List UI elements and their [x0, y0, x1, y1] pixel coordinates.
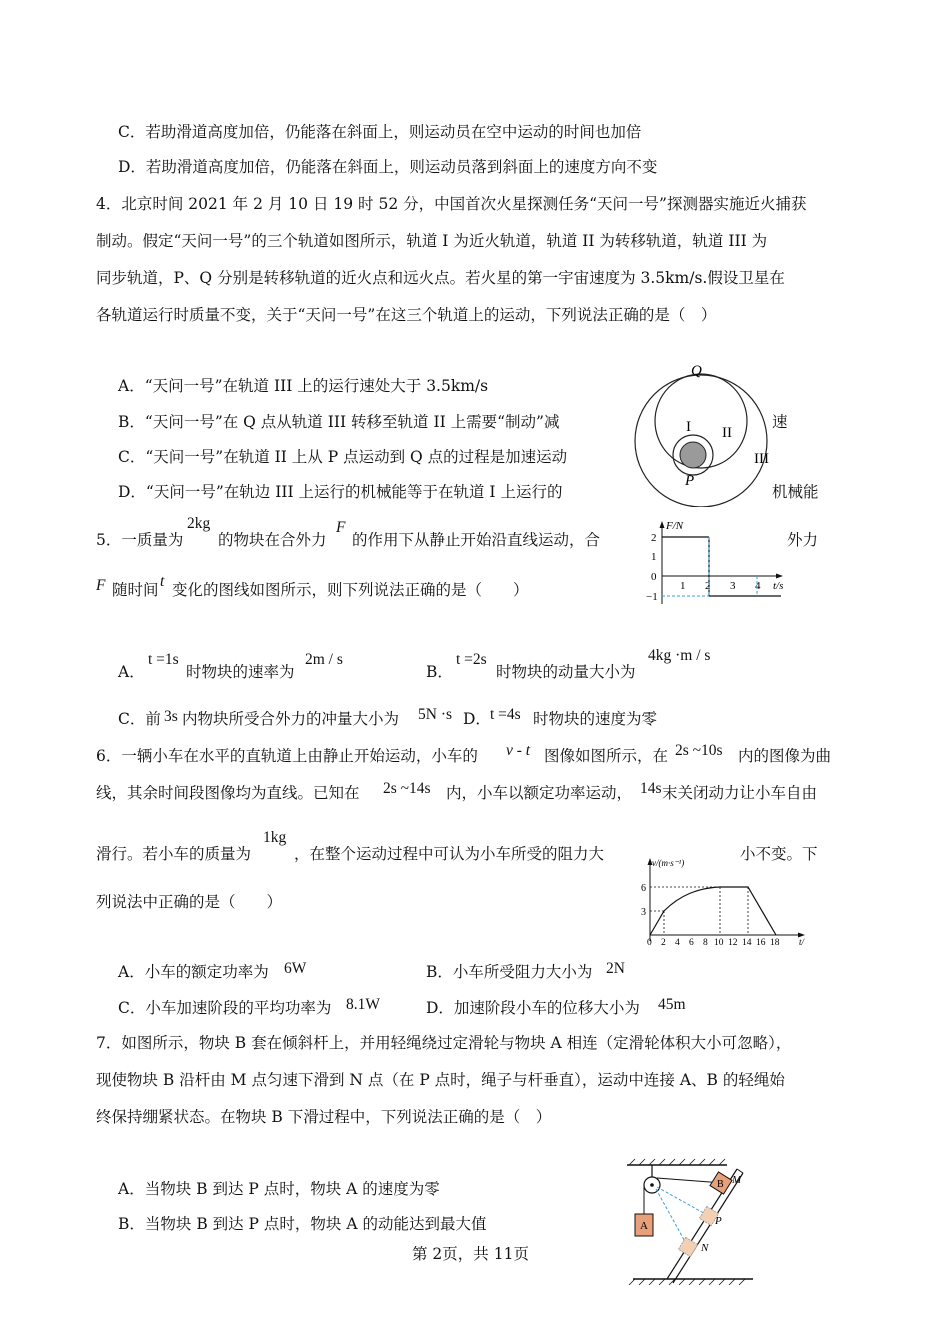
q6-option-a-value: 6W [284, 960, 307, 977]
q5-stem-tail: 外力 [787, 531, 819, 549]
q4-option-a: A．“天问一号”在轨道 III 上的运行速处大于 3.5km/s [118, 377, 489, 395]
q6-stem-i: 列说法中正确的是（ ） [96, 893, 283, 911]
q5-option-c-label: C．前 [118, 710, 161, 728]
t-tick-10: 10 [714, 938, 724, 947]
q5-stem-e: 变化的图线如图所示，则下列说法正确的是（ ） [172, 581, 529, 599]
label-iii: III [754, 451, 769, 467]
q4-stem-line1: 4．北京时间 2021 年 2 月 10 日 19 时 52 分，中国首次火星探测任务“天问一号”探测器实施近火捕获 [96, 195, 807, 213]
t-axis-label: t/s [773, 580, 784, 592]
q6-stem-a: 6．一辆小车在水平的直轨道上由静止开始运动，小车的 [96, 747, 478, 765]
q4-option-d: D．“天问一号”在轨边 III 上运行的机械能等于在轨道 I 上运行的 [118, 483, 563, 501]
q5-time-symbol: t [160, 573, 165, 590]
q7-option-a: A．当物块 B 到达 P 点时，物块 A 的速度为零 [118, 1180, 440, 1198]
velocity-curve [650, 887, 776, 935]
t-tick-6: 6 [689, 938, 694, 947]
q5-stem-d: 随时间 [112, 581, 159, 599]
q5-option-b-label: B． [426, 663, 453, 681]
q6-option-b: B．小车所受阻力大小为 [426, 963, 593, 981]
q6-stem-d: 线，其余时间段图像均为直线。已知在 [96, 784, 360, 802]
q5-mass: 2kg [187, 515, 211, 532]
q5-option-c-value: 5N ·s [418, 706, 453, 723]
q3-option-c: C．若助滑道高度加倍，仍能落在斜面上，则运动员在空中运动的时间也加倍 [118, 123, 642, 141]
q6-stem-g: 滑行。若小车的质量为 [96, 845, 252, 863]
label-b: B [717, 1179, 724, 1190]
q4-option-b: B．“天问一号”在 Q 点从轨道 III 转移至轨道 II 上需要“制动”减 [118, 413, 560, 431]
orbit-iii [635, 375, 767, 507]
q5-option-b-value: 4kg ·m / s [648, 647, 711, 664]
q6-range2: 2s ~14s [383, 780, 431, 797]
v-tick-6: 6 [641, 883, 646, 894]
q6-option-c-value: 8.1W [346, 996, 381, 1013]
v-tick-3: 3 [641, 907, 646, 918]
q5-option-b-text: 时物块的动量大小为 [496, 663, 636, 681]
orbit-diagram [625, 362, 795, 507]
q5-force-symbol-2: F [96, 577, 106, 594]
q7-stem-line3: 终保持绷紧状态。在物块 B 下滑过程中，下列说法正确的是（ ） [96, 1108, 552, 1126]
f-tick-2: 2 [651, 532, 657, 544]
t-tick-1: 1 [680, 580, 686, 592]
t-tick-4: 4 [755, 580, 761, 592]
t-tick-12: 12 [728, 938, 738, 947]
q5-option-d-label: D． [463, 710, 491, 728]
q6-option-d-value: 45m [658, 996, 686, 1013]
q6-stem-f: 末关闭动力让小车自由 [662, 784, 818, 802]
t-axis-label-2: t/ [799, 937, 805, 947]
t-tick-2: 2 [661, 938, 666, 947]
page-number: 第 2页，共 11页 [412, 1245, 529, 1263]
q5-option-a-text: 时物块的速率为 [186, 663, 295, 681]
label-a: A [640, 1220, 648, 1232]
v-axis-label: v/(m·s⁻¹) [652, 858, 685, 868]
f-axis-label: F/N [666, 520, 684, 532]
q6-stem-b: 图像如图所示，在 [544, 747, 669, 765]
q5-option-d-text: 时物块的速度为零 [533, 710, 658, 728]
q5-stem-c: 的作用下从静止开始沿直线运动，合 [352, 531, 601, 549]
q6-t14: 14s [640, 780, 662, 797]
q7-stem-line2: 现使物块 B 沿杆由 M 点匀速下滑到 N 点（在 P 点时，绳子与杆垂直），运动中连接 A、B 的轻绳始 [96, 1071, 785, 1089]
label-ii: II [722, 425, 732, 441]
t-tick-16: 16 [756, 938, 766, 947]
q4-option-b-tail: 速 [772, 413, 788, 431]
q5-option-a-value: 2m / s [305, 651, 343, 668]
t-tick-3: 3 [730, 580, 736, 592]
q4-stem-line4: 各轨道运行时质量不变，关于“天问一号”在这三个轨道上的运动，下列说法正确的是（ ） [96, 306, 717, 324]
f-tick-neg1: −1 [646, 591, 658, 603]
t-tick-8: 8 [703, 938, 708, 947]
q6-option-b-value: 2N [606, 960, 625, 977]
t-tick-2: 2 [705, 580, 711, 592]
f-tick-1: 1 [651, 551, 657, 563]
q5-option-b-time: t =2s [456, 651, 487, 668]
q6-option-c: C．小车加速阶段的平均功率为 [118, 999, 332, 1017]
q6-option-d: D．加速阶段小车的位移大小为 [426, 999, 640, 1017]
q4-stem-line2: 制动。假定“天问一号”的三个轨道如图所示，轨道 I 为近火轨道，轨道 II 为转移轨道，轨道 III 为 [96, 232, 768, 250]
f-tick-0: 0 [651, 571, 657, 583]
label-i: I [686, 419, 691, 435]
q6-vt: v - t [506, 742, 531, 759]
label-q: Q [691, 363, 702, 379]
q7-option-b: B．当物块 B 到达 P 点时，物块 A 的动能达到最大值 [118, 1215, 487, 1233]
q5-force-symbol: F [336, 519, 346, 536]
q6-stem-tail: 小不变。下 [740, 845, 818, 863]
q6-range: 2s ~10s [675, 742, 723, 759]
label-p-pulley: P [715, 1215, 722, 1227]
q6-mass: 1kg [263, 829, 287, 846]
q5-option-a-label: A． [118, 663, 145, 681]
label-m: M [732, 1174, 742, 1186]
q5-option-c-text: 内物块所受合外力的冲量大小为 [182, 710, 400, 728]
q6-stem-c: 内的图像为曲 [738, 747, 832, 765]
q5-option-d-time: t =4s [490, 706, 521, 723]
mars-planet [680, 442, 706, 468]
pulley-diagram [625, 1157, 760, 1287]
q4-option-c: C．“天问一号”在轨道 II 上从 P 点运动到 Q 点的过程是加速运动 [118, 448, 568, 466]
block-b-at-n [678, 1237, 697, 1256]
q3-option-d: D．若助滑道高度加倍，仍能落在斜面上，则运动员落到斜面上的速度方向不变 [118, 158, 658, 176]
label-p: P [685, 473, 695, 489]
t-tick-4: 4 [675, 938, 680, 947]
q6-stem-e: 内，小车以额定功率运动， [446, 784, 633, 802]
t-tick-0: 0 [647, 938, 652, 947]
label-n: N [701, 1242, 709, 1254]
t-tick-14: 14 [742, 938, 752, 947]
q4-stem-line3: 同步轨道，P、Q 分别是转移轨道的近火点和远火点。若火星的第一宇宙速度为 3.5km/s.假设卫星在 [96, 269, 785, 287]
q5-stem-b: 的物块在合外力 [218, 531, 327, 549]
velocity-time-graph [640, 855, 810, 947]
force-time-graph [640, 518, 790, 610]
q7-stem-line1: 7．如图所示，物块 B 套在倾斜杆上，并用轻绳绕过定滑轮与物块 A 相连（定滑轮体积大小可忽略）， [96, 1034, 792, 1052]
q4-option-d-tail: 机械能 [772, 483, 819, 501]
q5-option-a-time: t =1s [148, 651, 179, 668]
t-tick-18: 18 [770, 938, 780, 947]
q6-option-a: A．小车的额定功率为 [118, 963, 269, 981]
q5-option-c-time: 3s [164, 708, 178, 725]
q5-stem-a: 5．一质量为 [96, 531, 184, 549]
q6-stem-h: ，在整个运动过程中可认为小车所受的阻力大 [294, 845, 605, 863]
